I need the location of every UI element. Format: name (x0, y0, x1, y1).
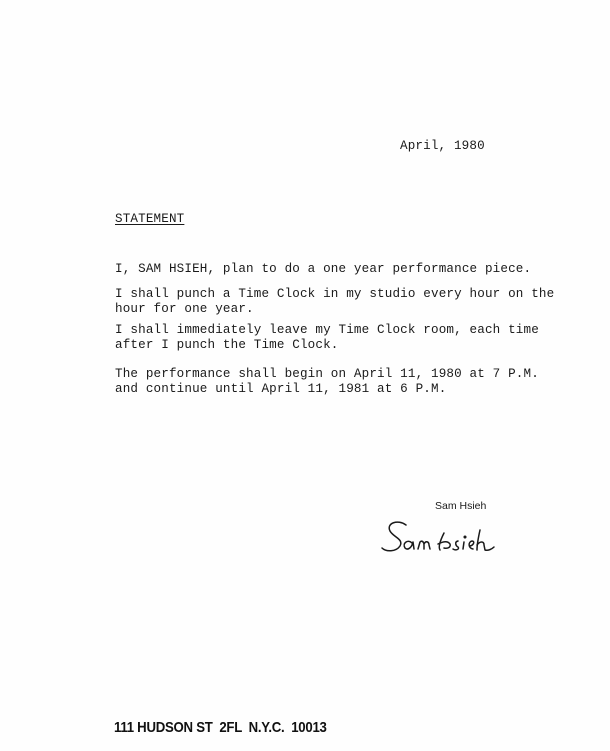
letter-date: April, 1980 (400, 139, 485, 153)
paragraph-intent: I, SAM HSIEH, plan to do a one year performance piece. (115, 262, 532, 276)
handwritten-signature (378, 515, 528, 560)
statement-heading: STATEMENT (115, 212, 185, 226)
paragraph-dates: The performance shall begin on April 11, 1980 at 7 P.M. and continue until April 11, 1981 at 6 P.M. (115, 367, 539, 396)
paragraph-punch-clock: I shall punch a Time Clock in my studio every hour on the hour for one year. (115, 287, 555, 316)
paragraph-leave-room: I shall immediately leave my Time Clock room, each time after I punch the Time Clock. (115, 323, 539, 352)
signer-typed-name: Sam Hsieh (435, 500, 487, 512)
mailing-address: 111 HUDSON ST 2FL N.Y.C. 10013 (114, 719, 327, 736)
